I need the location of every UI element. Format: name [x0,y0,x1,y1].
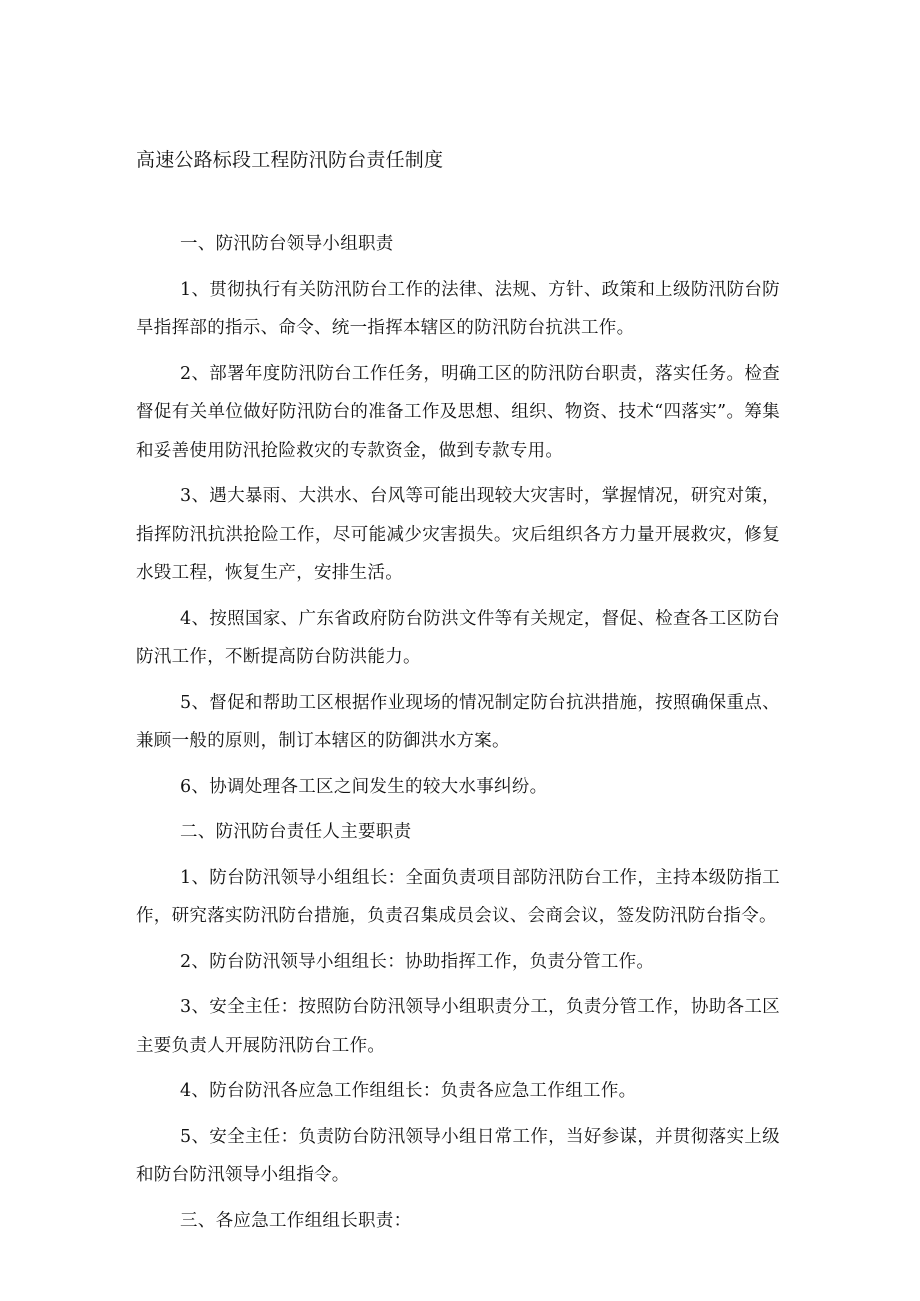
document-title: 高速公路标段工程防汛防台责任制度 [136,149,444,171]
paragraph-1-4: 4、按照国家、广东省政府防台防洪文件等有关规定，督促、检查各工区防台防汛工作，不断提高防台防洪能力。 [136,608,780,667]
paragraph-2-5: 5、安全主任：负责防台防汛领导小组日常工作，当好参谋，并贯彻落实上级和防台防汛领导小组指令。 [136,1126,780,1185]
paragraph-1-2: 2、部署年度防汛防台工作任务，明确工区的防汛防台职责，落实任务。检查督促有关单位做好防汛防台的准备工作及思想、组织、物资、技术“四落实”。筹集和妥善使用防汛抢险救灾的专款资金，做到专款专用。 [136,363,780,461]
paragraph-2-2: 2、防台防汛领导小组组长：协助指挥工作，负责分管工作。 [180,951,655,972]
paragraph-2-1: 1、防台防汛领导小组组长：全面负责项目部防汛防台工作，主持本级防指工作，研究落实防汛防台措施，负责召集成员会议、会商会议，签发防汛防台指令。 [136,867,780,926]
section-heading-3: 三、各应急工作组组长职责： [180,1210,412,1231]
paragraph-1-5: 5、督促和帮助工区根据作业现场的情况制定防台抗洪措施，按照确保重点、兼顾一般的原则，制订本辖区的防御洪水方案。 [136,692,780,751]
document-body [136,225,780,1247]
paragraph-1-6: 6、协调处理各工区之间发生的较大水事纠纷。 [180,776,548,797]
section-heading-1: 一、防汛防台领导小组职责 [180,234,394,254]
paragraph-1-3: 3、遇大暴雨、大洪水、台风等可能出现较大灾害时，掌握情况，研究对策，指挥防汛抗洪抢险工作，尽可能减少灾害损失。灾后组织各方力量开展救灾，修复水毁工程，恢复生产，安排生活。 [136,486,780,583]
paragraph-1-1: 1、贯彻执行有关防汛防台工作的法律、法规、方针、政策和上级防汛防台防旱指挥部的指示、命令、统一指挥本辖区的防汛防台抗洪工作。 [136,279,780,338]
paragraph-2-3: 3、安全主任：按照防台防汛领导小组职责分工，负责分管工作，协助各工区主要负责人开展防汛防台工作。 [136,997,780,1056]
paragraph-2-4: 4、防台防汛各应急工作组组长：负责各应急工作组工作。 [180,1081,637,1101]
section-heading-2: 二、防汛防台责任人主要职责 [180,822,412,842]
